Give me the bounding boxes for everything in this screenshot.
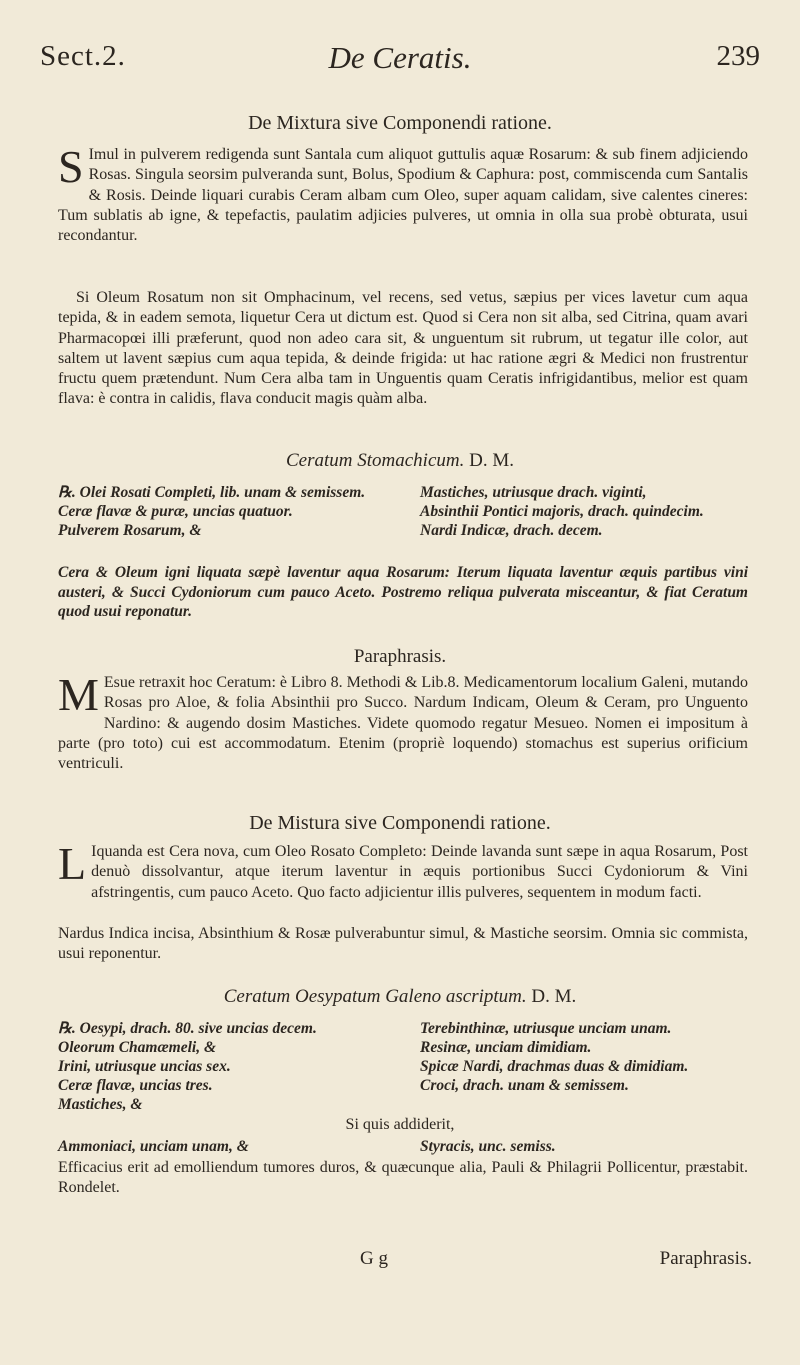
section-label: Sect.2. [40, 40, 126, 72]
mixtura-text-1: Imul in pulverem redigenda sunt Santala cum aliquot guttulis aquæ Rosarum: & sub finem adjiciendo Rosas. Singula seorsim pulveranda sunt, Bolus, Spodium & Caphura: post, commiscenda cum Santalis & Rosis. Deinde liquari curabis Ceram albam cum Oleo, super aquam calidam, sive calentes cineres: Tum sublatis ab igne, & tepefactis, paulatim adjicies pulveres, ut omnia in olla sua probè obturata, usui recondantur. [58, 146, 748, 245]
recipe-item: Ceræ flavæ, uncias tres. [58, 1077, 213, 1094]
recipe-right-column-2 [420, 1019, 750, 1095]
section-heading-mixtura: De Mixtura sive Componendi ratione. [248, 112, 552, 134]
paraphrasis-heading-1: Paraphrasis. [353, 646, 447, 667]
recipe-item: Pulverem Rosarum, & [58, 522, 202, 539]
addition-right: Styracis, unc. semiss. [420, 1138, 556, 1155]
catchword: Paraphrasis. [659, 1248, 752, 1269]
page-number: 239 [716, 40, 760, 72]
recipe-item: Irini, utriusque uncias sex. [58, 1058, 231, 1075]
mistura-text-1: Iquanda est Cera nova, cum Oleo Rosato Completo: Deinde lavanda sunt sæpe in aqua Rosarum, Post denuò dissolvantur, atque iterum laventur in æquis portionibus Succi Cydoniorum & Vini afstringentis, cum pauco Aceto. Quo facto adjicientur illis pulveres, sequentem in modum facti. [91, 843, 748, 901]
recipe-item: Oleorum Chamæmeli, & [58, 1039, 217, 1056]
paraphrasis-text: Esue retraxit hoc Ceratum: è Libro 8. Methodi & Lib.8. Medicamentorum localium Galeni, mutando Rosas pro Aloe, & folia Absinthii pro Succo. Nardum Indicam, Oleum & Ceram, pro Unguento Nardino: & augendo dosim Mastiches. Videte quomodo regatur Mesueo. Nomen ei impositum à parte (pro toto) cui est accommodatum. Etenim (propriè loquendo) stomachus est superius orificium ventriculi. [58, 674, 748, 773]
cerate-oesypatum-dm: D. M. [531, 986, 577, 1007]
recipe-left-column-1 [58, 483, 388, 540]
recipe-item: Ceræ flavæ & puræ, uncias quatuor. [58, 503, 293, 520]
recipe-item: Terebinthinæ, utriusque unciam unam. [420, 1020, 672, 1037]
closing-paragraph: Efficacius erit ad emolliendum tumores duros, & quæcunque alia, Pauli & Philagrii Pollicentur, præstabit. Rondelet. [58, 1159, 748, 1197]
cerate-instructions: Cera & Oleum igni liquata sæpè laventur aqua Rosarum: Iterum liquata laventur æquis partibus vini austeri, & Succi Cydoniorum cum pauco Aceto. Postremo reliqua pulverata misceantur, & fiat Ceratum quod usui reponatur. [58, 564, 748, 620]
recipe-left-column-2 [58, 1019, 388, 1114]
recipe-item: Mastiches, & [58, 1096, 143, 1113]
mixtura-paragraph-2: Si Oleum Rosatum non sit Omphacinum, vel recens, sed vetus, sæpius per vices lavetur cum aqua tepida, & in eadem semota, liquetur Cera ut dictum est. Quod si Cera non sit alba, sed Citrina, quam avari Pharmacopœi illi præferunt, quod non adeo cara sit, & unguentum sit rubrum, ut tegatur ille color, aut saltem ut lavent sæpius cum aqua tepida, & deinde frigida: ut hac ratione ægri & Medici non frustrentur fructu quem prætendunt. Num Cera alba tam in Unguentis quam Ceratis infrigidantibus, melior est quam flava: è contra in calidis, flava conducit magis quàm alba. [58, 289, 748, 408]
cerate-stomachicum-heading [0, 450, 800, 472]
cerate-oesypatum-heading [0, 986, 800, 1008]
addition-left: Ammoniaci, unciam unam, & [58, 1138, 249, 1155]
drop-cap-l: L [58, 838, 87, 889]
paraphrasis-paragraph [58, 669, 748, 774]
recipe-item: Spicæ Nardi, drachmas duas & dimidiam. [420, 1058, 689, 1075]
mixtura-paragraph-1 [58, 141, 748, 246]
drop-cap-m: M [58, 669, 99, 720]
mistura-paragraph-1 [58, 838, 748, 903]
recipe-item: ℞. Oesypi, drach. 80. sive uncias decem. [58, 1020, 317, 1037]
recipe-item: Croci, drach. unam & semissem. [420, 1077, 629, 1094]
drop-cap-s: S [58, 141, 84, 192]
recipe-item: ℞. Olei Rosati Completi, lib. unam & semissem. [58, 484, 366, 501]
cerate-stomachicum-title: Ceratum Stomachicum. [286, 450, 465, 471]
recipe-item: Nardi Indicæ, drach. decem. [420, 522, 603, 539]
section-heading-mistura: De Mistura sive Componendi ratione. [249, 812, 551, 834]
cerate-stomachicum-dm: D. M. [469, 450, 514, 471]
running-title: De Ceratis. [328, 40, 472, 75]
recipe-item: Mastiches, utriusque drach. viginti, [420, 484, 647, 501]
recipe-right-column-1 [420, 483, 750, 540]
recipe-item: Absinthii Pontici majoris, drach. quindecim. [420, 503, 704, 520]
cerate-oesypatum-title: Ceratum Oesypatum Galeno ascriptum. [223, 986, 527, 1007]
addidit-line: Si quis addiderit, [345, 1116, 455, 1133]
mistura-paragraph-2: Nardus Indica incisa, Absinthium & Rosæ pulverabuntur simul, & Mastiche seorsim. Omnia sic commista, usui reponentur. [58, 925, 748, 963]
running-header [40, 40, 760, 90]
signature-mark: G g [360, 1248, 388, 1269]
recipe-item: Resinæ, unciam dimidiam. [420, 1039, 592, 1056]
